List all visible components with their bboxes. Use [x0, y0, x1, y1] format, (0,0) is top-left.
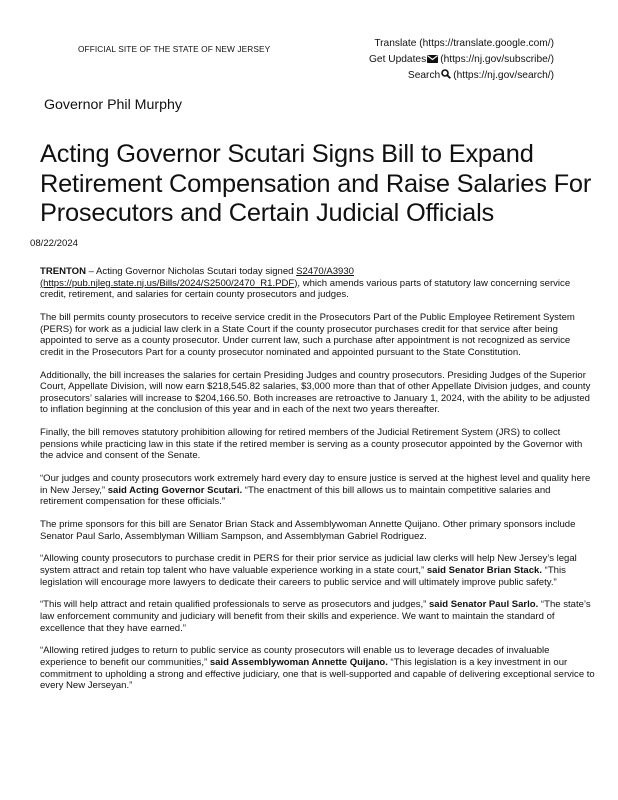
article-body: [40, 266, 596, 703]
translate-link-text: Translate (https://translate.google.com/): [374, 38, 554, 49]
get-updates-link[interactable]: [369, 52, 554, 69]
attribution-scutari: said Acting Governor Scutari.: [107, 484, 243, 496]
get-updates-label: Get Updates: [368, 53, 427, 65]
quote-scutari: “Our judges and county prosecutors work extremely hard every day to ensure justice is served at the highest level and quality here in New Jersey,”: [40, 473, 591, 496]
quote-sarlo-cont: “The state’s law enforcement community and judiciary will benefit from their skills and experience. We want to maintain the standard of excellence that they have earned.”: [40, 599, 591, 634]
paragraph-3: Additionally, the bill increases the salaries for certain Presiding Judges and country prosecutors. Presiding Judges of the Superior Court, Appellate Division, will now earn $218,545.82 salaries, $3,000 more than that of other Appellate Division judges, and county prosecutors’ salaries will increase to $204,166.50. Both increases are retroactive to January 1, 2024, with the ability to be adjusted to inflation beginning at the conclusion of this year and in each of the next two years thereafter.: [40, 369, 591, 416]
search-link[interactable]: [369, 68, 554, 85]
quote-quijano: “Allowing retired judges to return to public service as county prosecutors will enable us to leverage decades of invaluable experience to benefit our communities,”: [40, 645, 550, 668]
attribution-quijano: said Assemblywoman Annette Quijano.: [209, 656, 388, 668]
paragraph-1-text-b: , which amends various parts of statutory law concerning service credit, retirement, and salaries for certain county prosecutors and judges.: [40, 277, 571, 301]
paragraph-2: The bill permits county prosecutors to receive service credit in the Prosecutors Part of the Public Employee Retirement System (PERS) for work as a judicial law clerk in a State Court if the county prosecutor purchases credit for that service after being appointed to serve as a county prosecutor. Under current law, such a purchase after appointment is not recognized as service credit in the Prosecutors Part for a county prosecutor nominated and appointed pursuant to the State Constitution.: [40, 311, 575, 358]
quote-stack-cont: “This legislation will encourage more lawyers to dedicate their careers to public service and will ultimately improve public safety.”: [40, 565, 566, 588]
utility-links: [369, 36, 554, 85]
search-url: (https://nj.gov/search/): [453, 70, 554, 81]
get-updates-url: (https://nj.gov/subscribe/): [440, 53, 554, 65]
paragraph-4: Finally, the bill removes statutory prohibition allowing for retired members of the Judicial Retirement System (JRS) to collect pensions while practicing law in this state if the retired member is serving as a county prosecutor appointed by the Governor with the advice and consent of the Senate.: [40, 427, 583, 462]
quote-stack: “Allowing county prosecutors to purchase credit in PERS for their prior service as judicial law clerks will help New Jersey’s legal system attract and retain top talent who have valuable experience working in a state court,”: [40, 553, 577, 576]
paragraph-5: [40, 473, 596, 508]
quote-quijano-cont: “This legislation is a key investment in our commitment to upholding a strong and effective judiciary, one that is well-supported and capable of delivering exceptional service to every New Jerseyan.”: [40, 656, 595, 692]
envelope-icon: [427, 53, 438, 69]
paragraph-6: The prime sponsors for this bill are Senator Brian Stack and Assemblywoman Annette Quijano. Other primary sponsors include Senator Paul Sarlo, Assemblyman William Sampson, and Assemblyman Gabriel Rodriguez.: [40, 519, 576, 542]
article-date: 08/22/2024: [30, 238, 79, 249]
paragraph-8: [40, 599, 596, 634]
official-site-label: OFFICIAL SITE OF THE STATE OF NEW JERSEY: [78, 44, 271, 54]
bill-link[interactable]: S2470/A3930 (https://pub.njleg.state.nj.us/Bills/2024/S2500/2470_R1.PDF): [40, 266, 354, 289]
article-title: Acting Governor Scutari Signs Bill to Expand Retirement Compensation and Raise Salaries For Prosecutors and Certain Judicial Officials: [40, 140, 592, 227]
translate-link[interactable]: [369, 36, 554, 52]
paragraph-7: [40, 553, 596, 588]
search-icon: [441, 69, 451, 85]
paragraph-1: [40, 266, 596, 301]
quote-sarlo: “This will help attract and retain qualified professionals to serve as prosecutors and judges,”: [40, 599, 429, 611]
site-title[interactable]: Governor Phil Murphy: [44, 97, 182, 113]
paragraph-1-text-a: – Acting Governor Nicholas Scutari today signed: [85, 266, 297, 277]
paragraph-9: [40, 645, 596, 691]
search-label: Search: [407, 70, 441, 81]
dateline: TRENTON: [40, 266, 86, 277]
quote-scutari-cont: “The enactment of this bill allows us to maintain competitive salaries and retirement compensation for these officials.”: [40, 484, 551, 508]
attribution-stack: said Senator Brian Stack.: [426, 565, 542, 576]
attribution-sarlo: said Senator Paul Sarlo.: [428, 599, 539, 611]
